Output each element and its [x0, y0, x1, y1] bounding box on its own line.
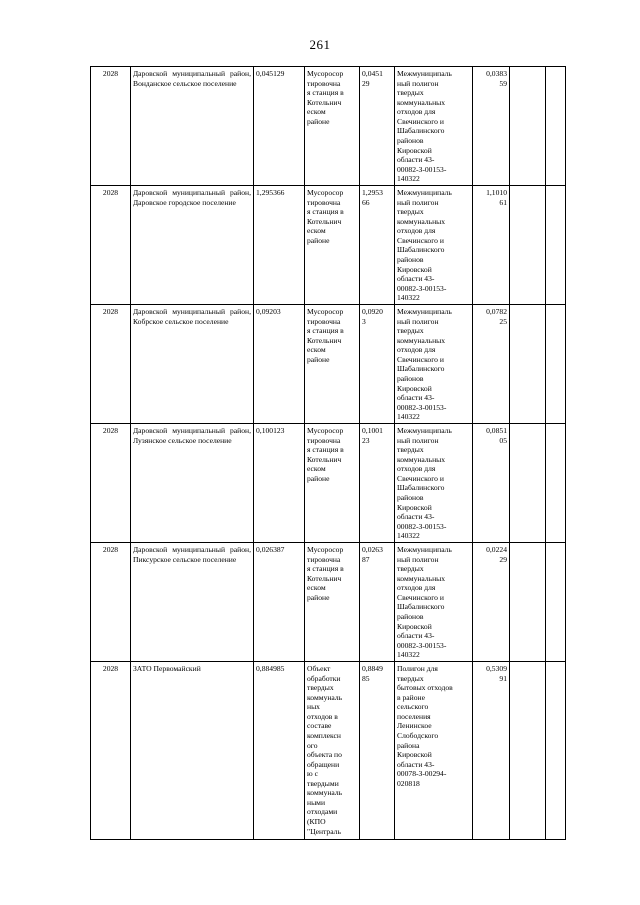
processing-object-cell-text: Мусоросор тировочна я станция в Котельнич еском районе [307, 307, 344, 364]
municipality-cell [131, 186, 254, 305]
processing-object-cell [305, 305, 360, 424]
processed-mass-cell [360, 186, 395, 305]
processing-object-cell [305, 543, 360, 662]
processing-object-cell [305, 424, 360, 543]
mass-value-cell-text: 0,045129 [256, 69, 285, 78]
mass-value-cell-text: 0,09203 [256, 307, 281, 316]
empty-cell [510, 186, 546, 305]
processing-object-cell-text: Объект обработки твердых коммуналь ных отходов в составе комплексн ого объекта по обращени ю с твердыми коммуналь ными отходами (КПО "Централь [307, 664, 343, 836]
processing-object-cell-text: Мусоросор тировочна я станция в Котельнич еском районе [307, 545, 344, 602]
disposed-mass-cell [473, 67, 510, 186]
disposed-mass-cell [473, 543, 510, 662]
disposal-site-cell [395, 305, 473, 424]
disposed-mass-cell-text: 0,0224 29 [486, 545, 507, 564]
municipality-cell-text: Даровской муниципальный район, Пиксурское сельское поселение [133, 545, 253, 564]
disposal-site-cell-text: Межмуниципаль ный полигон твердых коммунальных отходов для Свечинского и Шабалинского районов Кировской области 43- 00082-З-00153- 140322 [397, 188, 452, 303]
empty-cell [546, 67, 566, 186]
disposal-site-cell-text: Полигон для твердых бытовых отходов в районе сельского поселения Ленинское Слободского района Кировской области 43- 00078-З-00294- 020818 [397, 664, 453, 788]
empty-cell [510, 543, 546, 662]
year-cell [91, 67, 131, 186]
table-row [91, 305, 566, 424]
processing-object-cell-text: Мусоросор тировочна я станция в Котельнич еском районе [307, 188, 344, 245]
empty-cell [546, 543, 566, 662]
processed-mass-cell-text: 0,8849 85 [362, 664, 383, 683]
disposal-site-cell-text: Межмуниципаль ный полигон твердых коммунальных отходов для Свечинского и Шабалинского районов Кировской области 43- 00082-З-00153- 140322 [397, 307, 452, 422]
empty-cell [546, 186, 566, 305]
year-cell-text: 2028 [102, 188, 119, 197]
disposal-site-cell [395, 662, 473, 840]
processed-mass-cell-text: 0,0263 87 [362, 545, 383, 564]
empty-cell [510, 662, 546, 840]
processed-mass-cell-text: 1,2953 66 [362, 188, 383, 207]
municipality-cell [131, 662, 254, 840]
processed-mass-cell-text: 0,1001 23 [362, 426, 383, 445]
mass-value-cell-text: 0,884985 [256, 664, 285, 673]
mass-value-cell [254, 662, 305, 840]
disposal-site-cell-text: Межмуниципаль ный полигон твердых коммунальных отходов для Свечинского и Шабалинского районов Кировской области 43- 00082-З-00153- 140322 [397, 545, 452, 660]
mass-value-cell-text: 0,026387 [256, 545, 285, 554]
municipality-cell-text: Даровской муниципальный район, Даровское городское поселение [133, 188, 253, 207]
disposed-mass-cell-text: 0,0383 59 [486, 69, 507, 88]
municipality-cell [131, 67, 254, 186]
processed-mass-cell-text: 0,0920 3 [362, 307, 383, 326]
municipality-cell-text: Даровской муниципальный район, Лузянское сельское поселение [133, 426, 253, 445]
processing-object-cell-text: Мусоросор тировочна я станция в Котельнич еском районе [307, 69, 344, 126]
page-number: 261 [309, 37, 331, 52]
year-cell [91, 424, 131, 543]
processed-mass-cell [360, 305, 395, 424]
disposal-site-cell [395, 67, 473, 186]
empty-cell [546, 662, 566, 840]
year-cell-text: 2028 [102, 545, 119, 554]
empty-cell [546, 305, 566, 424]
mass-value-cell-text: 0,100123 [256, 426, 285, 435]
processing-object-cell [305, 67, 360, 186]
disposal-site-cell-text: Межмуниципаль ный полигон твердых коммунальных отходов для Свечинского и Шабалинского районов Кировской области 43- 00082-З-00153- 140322 [397, 426, 452, 541]
year-cell [91, 305, 131, 424]
disposed-mass-cell-text: 0,0851 05 [486, 426, 507, 445]
municipality-cell-text: Даровской муниципальный район, Кобрское сельское поселение [133, 307, 253, 326]
disposed-mass-cell [473, 305, 510, 424]
year-cell [91, 662, 131, 840]
municipality-cell [131, 424, 254, 543]
municipality-cell [131, 543, 254, 662]
disposed-mass-cell [473, 186, 510, 305]
table-row [91, 186, 566, 305]
disposal-site-cell [395, 186, 473, 305]
year-cell-text: 2028 [102, 69, 119, 78]
mass-value-cell [254, 543, 305, 662]
mass-value-cell-text: 1,295366 [256, 188, 285, 197]
municipality-cell-text: Даровской муниципальный район, Вонданское сельское поселение [133, 69, 253, 88]
empty-cell [510, 305, 546, 424]
empty-cell [510, 424, 546, 543]
mass-value-cell [254, 67, 305, 186]
processed-mass-cell [360, 662, 395, 840]
disposed-mass-cell-text: 1,1010 61 [486, 188, 507, 207]
disposed-mass-cell [473, 662, 510, 840]
processed-mass-cell-text: 0,0451 29 [362, 69, 383, 88]
table-body [91, 67, 566, 840]
table-row [91, 67, 566, 186]
disposal-site-cell [395, 424, 473, 543]
processed-mass-cell [360, 424, 395, 543]
processing-object-cell [305, 662, 360, 840]
municipality-cell [131, 305, 254, 424]
disposed-mass-cell-text: 0,0782 25 [486, 307, 507, 326]
mass-value-cell [254, 424, 305, 543]
year-cell-text: 2028 [102, 307, 119, 316]
processed-mass-cell [360, 67, 395, 186]
year-cell-text: 2028 [102, 664, 119, 673]
empty-cell [546, 424, 566, 543]
table-row [91, 543, 566, 662]
processing-object-cell [305, 186, 360, 305]
empty-cell [510, 67, 546, 186]
table-row [91, 662, 566, 840]
year-cell-text: 2028 [102, 426, 119, 435]
disposal-site-cell [395, 543, 473, 662]
year-cell [91, 543, 131, 662]
disposed-mass-cell-text: 0,5309 91 [486, 664, 507, 683]
table-row [91, 424, 566, 543]
disposed-mass-cell [473, 424, 510, 543]
mass-value-cell [254, 186, 305, 305]
municipality-cell-text: ЗАТО Первомайский [133, 664, 201, 673]
year-cell [91, 186, 131, 305]
mass-value-cell [254, 305, 305, 424]
processed-mass-cell [360, 543, 395, 662]
processing-object-cell-text: Мусоросор тировочна я станция в Котельнич еском районе [307, 426, 344, 483]
waste-flow-table [90, 66, 566, 840]
disposal-site-cell-text: Межмуниципаль ный полигон твердых коммунальных отходов для Свечинского и Шабалинского районов Кировской области 43- 00082-З-00153- 140322 [397, 69, 452, 184]
